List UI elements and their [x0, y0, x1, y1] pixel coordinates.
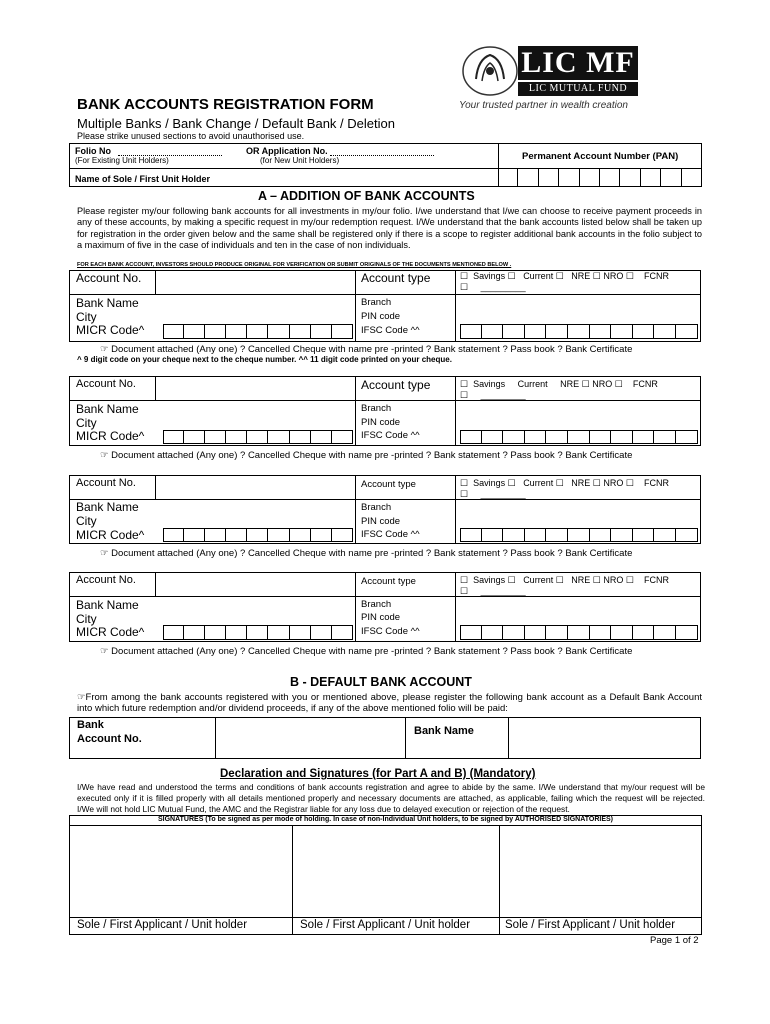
micr-boxes[interactable] — [163, 324, 353, 339]
pan-label: Permanent Account Number (PAN) — [522, 151, 679, 162]
account-type-other[interactable]: ☐ _________ — [460, 282, 526, 292]
account-type-options[interactable]: ☐ Savings ☐ Current ☐ NRE ☐ NRO ☐ FCNR — [460, 575, 669, 585]
account-no-label: Account No. — [76, 574, 136, 586]
account-type-label: Account type — [361, 576, 416, 587]
bank-name-label: Bank Name — [76, 598, 139, 612]
branch-label: Branch — [361, 599, 392, 610]
folio-hint: (For Existing Unit Holders) — [75, 156, 169, 165]
branch-label: Branch — [361, 297, 392, 308]
signature-3-area[interactable] — [500, 826, 701, 916]
signature-2-area[interactable] — [293, 826, 498, 916]
account-type-other[interactable]: ☐ _________ — [460, 586, 526, 596]
ifsc-label: IFSC Code ^^ — [361, 529, 420, 540]
account-type-options[interactable]: ☐ Savings ☐ Current ☐ NRE ☐ NRO ☐ FCNR — [460, 478, 669, 488]
bank-name-label: Bank Name — [76, 402, 139, 416]
strike-note: Please strike unused sections to avoid unauthorised use. — [77, 131, 305, 141]
default-bank-account-label: Bank Account No. — [77, 719, 142, 745]
account-type-label: Account type — [361, 271, 431, 285]
page-number: Page 1 of 2 — [650, 935, 699, 946]
ifsc-boxes[interactable] — [460, 625, 698, 640]
ifsc-label: IFSC Code ^^ — [361, 325, 420, 336]
page-subtitle: Multiple Banks / Bank Change / Default Bank / Deletion — [77, 116, 395, 131]
branch-label: Branch — [361, 403, 392, 414]
signature-3-label: Sole / First Applicant / Unit holder — [505, 919, 676, 931]
micr-label: MICR Code^ — [76, 429, 145, 443]
folio-label: Folio No — [75, 146, 111, 156]
micr-boxes[interactable] — [163, 430, 353, 444]
ifsc-boxes[interactable] — [460, 430, 698, 444]
signature-2-label: Sole / First Applicant / Unit holder — [300, 919, 471, 931]
app-input[interactable] — [330, 146, 434, 156]
account-no-label: Account No. — [76, 477, 136, 489]
section-a-paragraph: Please register my/our following bank accounts for all investments in my/our folio. I/we understand that I/we can choose to receive payment proceeds in any of these accounts, by making a specific request in my/our redemption request. I/We understand that the bank accounts listed below shall be taken up for registration in the order given below and the same shall be registered only if there is a scope to register additional bank accounts in the folio subject to a maximum of five in the case of individuals and ten in the case of non individuals. — [77, 206, 702, 251]
pointing-hand-icon: ☞ — [100, 646, 109, 657]
pan-boxes[interactable] — [498, 168, 702, 187]
ifsc-boxes[interactable] — [460, 528, 698, 542]
document-attached-line: ☞ Document attached (Any one) ? Cancelled Cheque with name pre -printed ? Bank statement ? Pass book ? Bank Certificate — [100, 344, 633, 355]
section-a-heading: A – ADDITION OF BANK ACCOUNTS — [258, 189, 475, 203]
city-label: City — [76, 612, 97, 626]
lic-emblem-icon — [460, 45, 522, 97]
logo-slogan: Your trusted partner in wealth creation — [459, 100, 628, 111]
app-label: OR Application No. — [246, 146, 328, 156]
default-account-input[interactable] — [216, 718, 404, 758]
page-title: BANK ACCOUNTS REGISTRATION FORM — [77, 96, 374, 113]
signature-header: SIGNATURES (To be signed as per mode of holding. In case of non-Individual Unit holders, to be signed by AUTHORISED SIGNATORIES) — [157, 816, 614, 823]
branch-label: Branch — [361, 502, 392, 513]
account-type-other[interactable]: ☐ _________ — [460, 390, 526, 400]
ifsc-label: IFSC Code ^^ — [361, 430, 420, 441]
signature-1-area[interactable] — [70, 826, 291, 916]
city-label: City — [76, 310, 97, 324]
default-bank-name-label: Bank Name — [414, 725, 474, 737]
document-attached-line: ☞ Document attached (Any one) ? Cancelled Cheque with name pre -printed ? Bank statement ? Pass book ? Bank Certificate — [100, 450, 633, 461]
bank-name-label: Bank Name — [76, 500, 139, 514]
account-type-options[interactable]: ☐ Savings ☐ Current ☐ NRE ☐ NRO ☐ FCNR — [460, 271, 669, 281]
city-label: City — [76, 514, 97, 528]
city-label: City — [76, 416, 97, 430]
section-b-paragraph: ☞From among the bank accounts registered with you or mentioned above, please register the following bank account as a Default Bank Account into which future redemption and/or dividend proceeds, if any of the above mentioned folio will be paid: — [77, 692, 702, 715]
pointing-hand-icon: ☞ — [77, 692, 86, 703]
micr-label: MICR Code^ — [76, 323, 145, 337]
pin-label: PIN code — [361, 612, 401, 623]
account-type-label: Account type — [361, 479, 416, 490]
document-attached-line: ☞ Document attached (Any one) ? Cancelled Cheque with name pre -printed ? Bank statement ? Pass book ? Bank Certificate — [100, 548, 633, 559]
pointing-hand-icon: ☞ — [100, 344, 109, 355]
pointing-hand-icon: ☞ — [100, 548, 109, 559]
account-no-label: Account No. — [76, 271, 142, 285]
pointing-hand-icon: ☞ — [100, 450, 109, 461]
logo-sub: LIC MUTUAL FUND — [518, 82, 638, 96]
account-type-other[interactable]: ☐ _________ — [460, 489, 526, 499]
signature-1-label: Sole / First Applicant / Unit holder — [77, 919, 248, 931]
micr-boxes[interactable] — [163, 625, 353, 640]
document-attached-line: ☞ Document attached (Any one) ? Cancelled Cheque with name pre -printed ? Bank statement ? Pass book ? Bank Certificate — [100, 646, 633, 657]
logo-main: LIC MF — [518, 46, 638, 80]
ifsc-label: IFSC Code ^^ — [361, 626, 420, 637]
default-bank-name-input[interactable] — [509, 718, 700, 758]
account-type-label: Account type — [361, 378, 431, 392]
document-instruction: FOR EACH BANK ACCOUNT, INVESTORS SHOULD PRODUCE ORIGINAL FOR VERIFICATION OR SUBMIT ORIGINALS OF THE DOCUMENTS MENTIONED BELOW . — [77, 262, 512, 268]
ifsc-boxes[interactable] — [460, 324, 698, 339]
micr-label: MICR Code^ — [76, 625, 145, 639]
micr-boxes[interactable] — [163, 528, 353, 542]
bank-name-label: Bank Name — [76, 296, 139, 310]
app-hint: (for New Unit Holders) — [260, 156, 340, 165]
folio-input[interactable] — [118, 146, 222, 156]
account-type-options[interactable]: ☐ Savings Current NRE ☐ NRO ☐ FCNR — [460, 379, 658, 389]
declaration-heading: Declaration and Signatures (for Part A and B) (Mandatory) — [220, 768, 536, 780]
micr-label: MICR Code^ — [76, 528, 145, 542]
holder-name-label: Name of Sole / First Unit Holder — [75, 174, 211, 184]
declaration-text: I/We have read and understood the terms and conditions of bank accounts registration and agree to abide by the same. I/We understand that my/our request will be executed only if it is filled properly with all details mentioned properly and necessary documents are attached, as applicable, failing which the request will be rejected. I/We will not hold LIC Mutual Fund, the AMC and the Registrar liable for any loss due to delayed execution or rejection of the request. — [77, 782, 705, 814]
account-no-label: Account No. — [76, 378, 136, 390]
pin-label: PIN code — [361, 516, 401, 527]
micr-note: ^ 9 digit code on your cheque next to the cheque number. ^^ 11 digit code printed on your cheque. — [77, 355, 452, 364]
section-b-heading: B - DEFAULT BANK ACCOUNT — [290, 675, 472, 689]
pin-label: PIN code — [361, 311, 401, 322]
pin-label: PIN code — [361, 417, 401, 428]
